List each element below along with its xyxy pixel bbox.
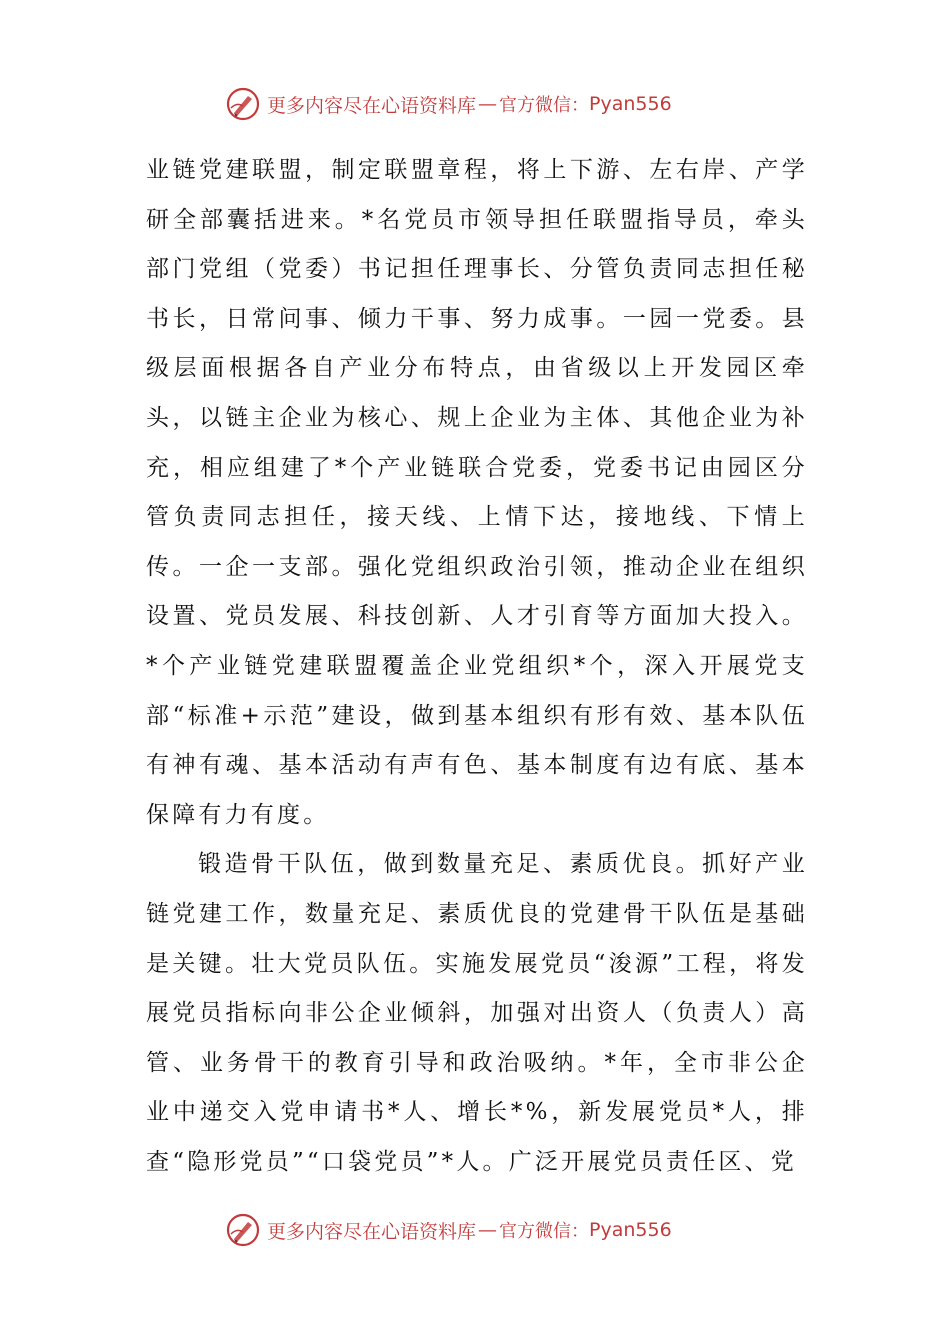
paragraph-1: 业链党建联盟，制定联盟章程，将上下游、左右岸、产学研全部囊括进来。*名党员市领导担任联盟指导员，牵头部门党组（党委）书记担任理事长、分管负责同志担任秘书长，日常问事、倾力干事、努力成事。一园一党委。县级层面根据各自产业分布特点，由省级以上开发园区牵头，以链主企业为核心、规上企业为主体、其他企业为补充，相应组建了*个产业链联合党委，党委书记由园区分管负责同志担任，接天线、上情下达，接地线、下情上传。一企一支部。强化党组织政治引领，推动企业在组织设置、党员发展、科技创新、人才引育等方面加大投入。*个产业链党建联盟覆盖企业党组织*个，深入开展党支部“标准+示范”建设，做到基本组织有形有效、基本队伍有神有魂、基本活动有声有色、基本制度有边有底、基本保障有力有度。	[146, 157, 808, 828]
header-dash: —	[478, 93, 498, 115]
pen-logo-icon	[225, 86, 261, 122]
document-body	[146, 146, 808, 1187]
footer-banner	[225, 1210, 745, 1250]
header-wechat-label: 官方微信：	[499, 95, 590, 116]
header-banner	[225, 84, 745, 124]
pen-logo-icon	[225, 1212, 261, 1248]
header-brand-text: 更多内容尽在心语资料库	[267, 94, 477, 117]
footer-wechat-id: Pyan556	[589, 1219, 672, 1241]
header-wechat-id: Pyan556	[589, 93, 672, 115]
paragraph-2: 锻造骨干队伍，做到数量充足、素质优良。抓好产业链党建工作，数量充足、素质优良的党建骨干队伍是基础是关键。壮大党员队伍。实施发展党员“浚源”工程，将发展党员指标向非公企业倾斜，加强对出资人（负责人）高管、业务骨干的教育引导和政治吸纳。*年，全市非公企业中递交入党申请书*人、增长*%，新发展党员*人，排查“隐形党员”“口袋党员”*人。广泛开展党员责任区、党	[146, 851, 808, 1175]
footer-wechat-label: 官方微信：	[499, 1221, 590, 1242]
footer-dash: —	[478, 1219, 498, 1241]
footer-brand-text: 更多内容尽在心语资料库	[267, 1220, 477, 1243]
